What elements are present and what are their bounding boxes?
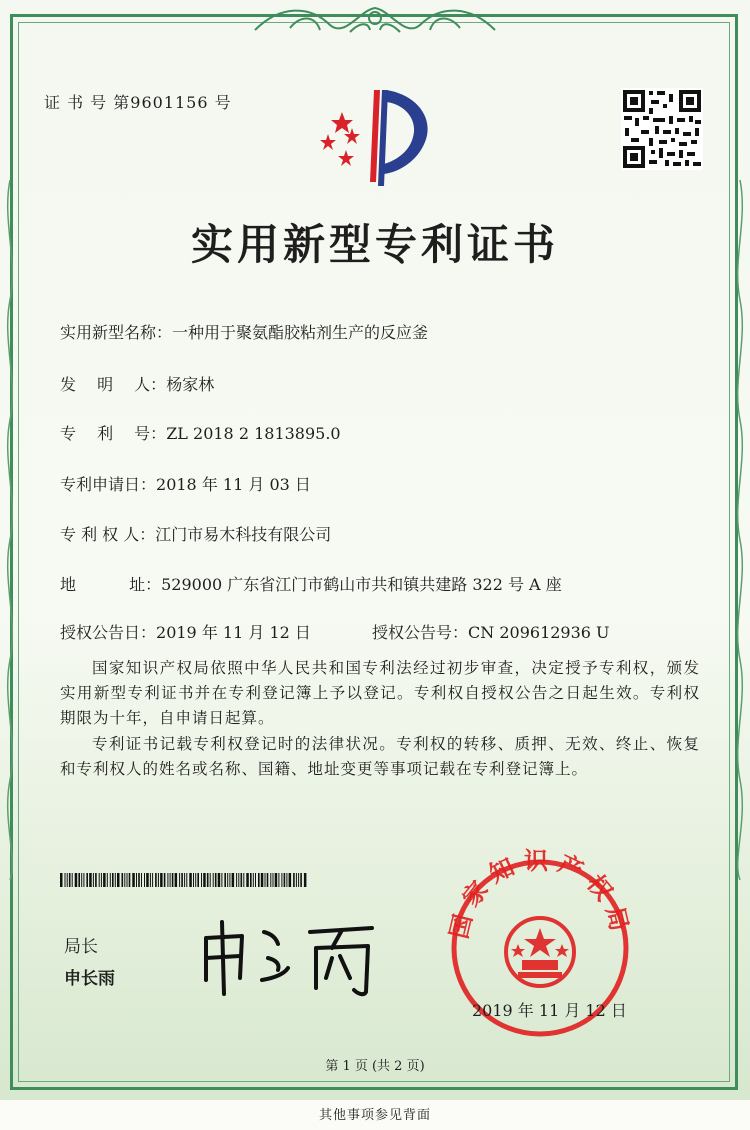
patent-number-value: ZL 2018 2 1813895.0 <box>166 424 341 443</box>
grant-number-label: 授权公告号： <box>372 623 469 642</box>
patentee-label: 专 利 权 人： <box>60 525 156 544</box>
grant-number-row <box>372 620 610 643</box>
grant-number-value: CN 209612936 U <box>468 623 610 642</box>
name-value: 一种用于聚氨酯胶粘剂生产的反应釜 <box>172 323 429 342</box>
seal-text: 国家知识产权局 <box>444 848 636 942</box>
director-name: 申长雨 <box>64 969 115 989</box>
cnipa-logo-icon <box>310 82 442 190</box>
application-date-row <box>60 472 311 495</box>
statement-paragraph-1: 国家知识产权局依照中华人民共和国专利法经过初步审查，决定授予专利权，颁发实用新型专利证书并在专利登记簿上予以登记。专利权自授权公告之日起生效。专利权期限为十年，自申请日起算。 <box>60 659 700 727</box>
right-ornament-icon <box>730 180 750 880</box>
grant-date-value: 2019 年 11 月 12 日 <box>156 623 311 642</box>
footer-note: 其他事项参见背面 <box>318 1108 431 1123</box>
application-date-label: 专利申请日： <box>60 475 157 494</box>
certificate-number: 证 书 号 第9601156 号 <box>44 93 232 112</box>
statement-paragraph-2: 专利证书记载专利权登记时的法律状况。专利权的转移、质押、无效、终止、恢复和专利权人的姓名或名称、国籍、地址变更等事项记载在专利登记簿上。 <box>60 735 700 778</box>
inventor-row <box>60 372 214 395</box>
application-date-value: 2018 年 11 月 03 日 <box>156 475 311 494</box>
address-row <box>60 572 562 595</box>
inventor-label: 发 明 人： <box>60 375 167 394</box>
patentee-value: 江门市易木科技有限公司 <box>155 525 332 544</box>
barcode-icon <box>60 873 308 887</box>
address-value: 529000 广东省江门市鹤山市共和镇共建路 322 号 A 座 <box>161 575 562 594</box>
patentee-row <box>60 522 331 545</box>
address-label: 地 址： <box>60 575 162 594</box>
top-ornament-icon <box>250 0 500 42</box>
grant-date-label: 授权公告日： <box>60 623 157 642</box>
name-label: 实用新型名称： <box>60 323 173 342</box>
patent-number-label: 专 利 号： <box>60 424 167 443</box>
patent-number-row <box>60 421 341 444</box>
svg-text:国家知识产权局 <box>445 848 635 941</box>
director-title: 局长 <box>64 937 98 957</box>
seal-date: 2019 年 11 月 12 日 <box>472 1001 627 1020</box>
left-ornament-icon <box>0 180 20 880</box>
handwritten-signature-icon <box>192 908 392 998</box>
page-indicator: 第 1 页 (共 2 页) <box>325 1059 425 1074</box>
utility-model-name-row <box>60 320 428 343</box>
certificate-title: 实用新型专利证书 <box>190 220 559 269</box>
inventor-value: 杨家林 <box>166 375 215 394</box>
qr-code-icon <box>621 88 703 170</box>
grant-date-row <box>60 620 311 643</box>
